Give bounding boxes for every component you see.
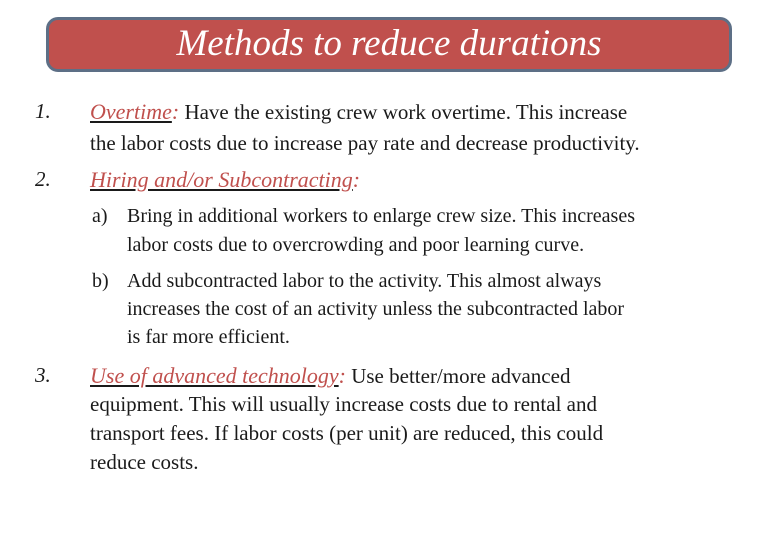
item-term-colon: : [352,167,361,192]
item-text-line: equipment. This will usually increase costs due to rental and [90,392,597,416]
sub-item-text-line: labor costs due to overcrowding and poor learning curve. [127,234,585,256]
sub-item-text-line: Bring in additional workers to enlarge crew size. This increases [127,205,635,227]
item-term-colon: : [171,99,180,124]
item-number: 3. [35,363,51,387]
sub-item-text-line: is far more efficient. [127,326,290,348]
item-term: Use of advanced technology [90,363,339,388]
item-term: Overtime [90,99,172,124]
item-text-line [90,167,360,193]
item-text-line: transport fees. If labor costs (per unit) are reduced, this could [90,421,604,445]
item-text-line [90,99,627,125]
item-text-line [90,363,570,389]
item-text-line: the labor costs due to increase pay rate and decrease productivity. [90,131,640,155]
item-text: Use better/more advanced [345,364,571,388]
item-term: Hiring and/or Subcontracting [90,167,353,192]
sub-item-text-line: increases the cost of an activity unless the subcontracted labor [127,298,625,320]
page-title: Methods to reduce durations [176,23,602,64]
sub-item-label: b) [92,270,109,292]
item-text-line: reduce costs. [90,450,199,474]
sub-item-label: a) [92,205,108,227]
sub-item-text-line: Add subcontracted labor to the activity. This almost always [127,270,602,292]
item-number: 2. [35,167,51,191]
item-term-colon: : [338,363,346,388]
item-number: 1. [35,99,51,123]
title-banner [46,17,732,72]
item-text: Have the existing crew work overtime. This increase [179,100,628,124]
